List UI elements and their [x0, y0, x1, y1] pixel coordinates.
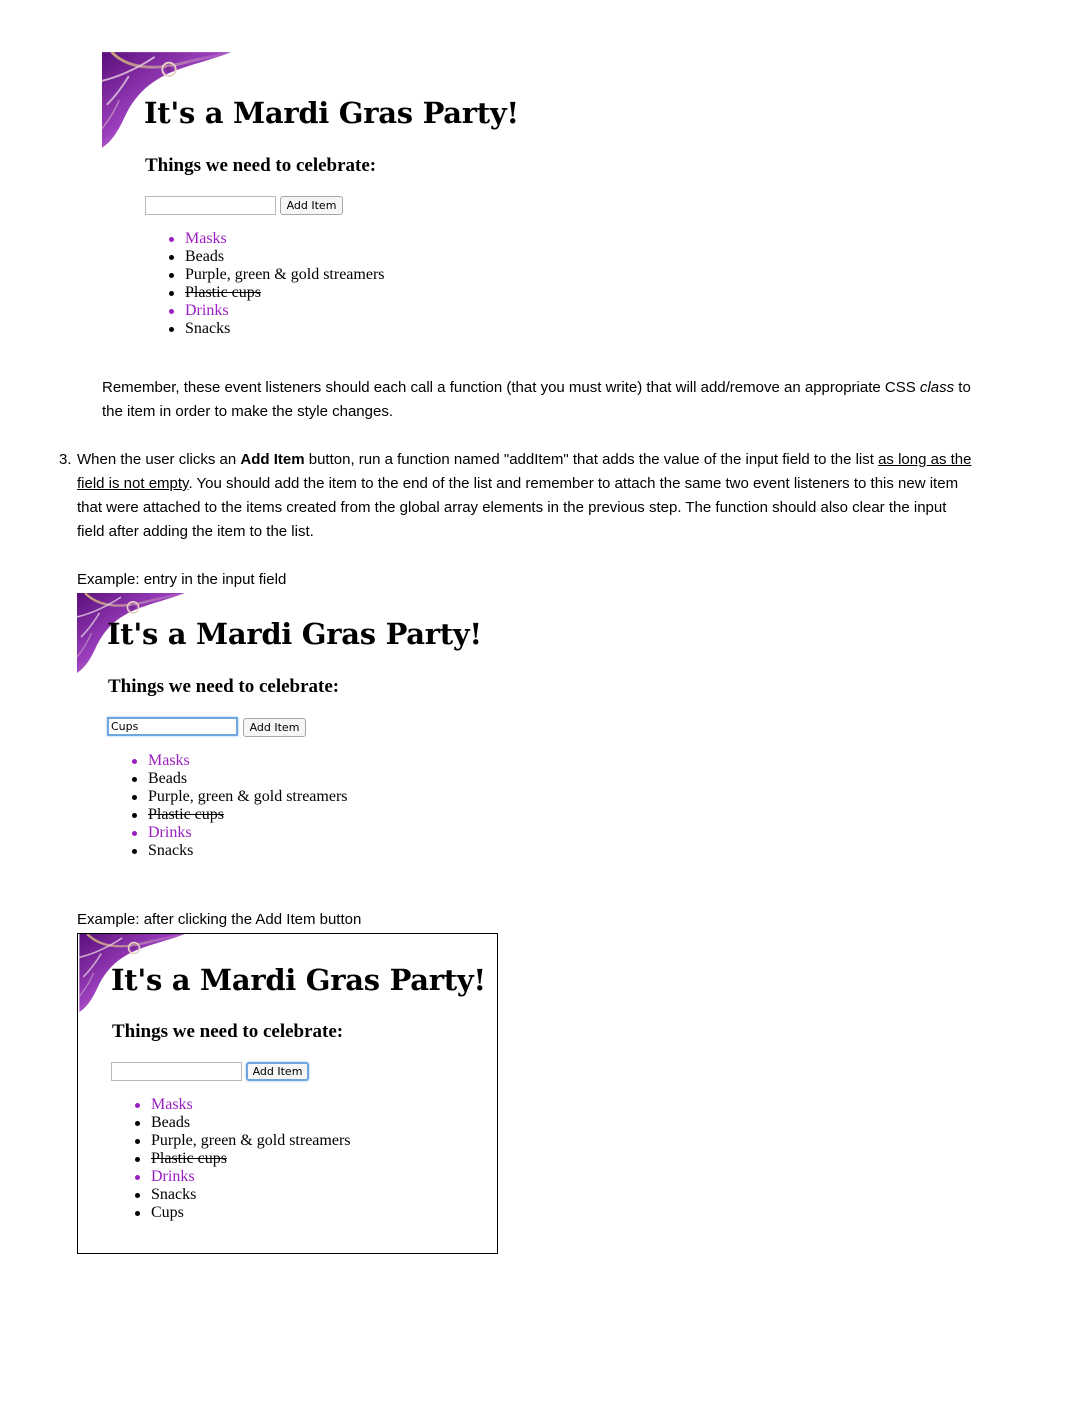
item-input[interactable]: Cups	[107, 717, 238, 736]
step3-line3: that were attached to the items created from the global array elements in the previous step. The function should also clear the input	[77, 499, 947, 516]
list-item[interactable]: Snacks	[132, 842, 348, 860]
step3-line2	[77, 472, 958, 496]
italic-class-word: class	[919, 379, 955, 396]
list-item[interactable]: Drinks	[132, 824, 348, 842]
add-item-button[interactable]: Add Item	[246, 1062, 309, 1081]
list-item[interactable]: Plastic cups	[169, 284, 385, 302]
list-item[interactable]: Beads	[135, 1114, 351, 1132]
paragraph-listeners-line1	[102, 376, 971, 400]
list-item[interactable]: Purple, green & gold streamers	[169, 266, 385, 284]
list-item[interactable]: Masks	[135, 1096, 351, 1114]
example-caption-entry: Example: entry in the input field	[77, 571, 287, 588]
list-item[interactable]: Drinks	[169, 302, 385, 320]
add-item-button[interactable]: Add Item	[280, 196, 343, 215]
list-item[interactable]: Purple, green & gold streamers	[135, 1132, 351, 1150]
list-item[interactable]: Purple, green & gold streamers	[132, 788, 348, 806]
add-item-button[interactable]: Add Item	[243, 718, 306, 737]
list-item[interactable]: Drinks	[135, 1168, 351, 1186]
example-caption-after-click: Example: after clicking the Add Item button	[77, 911, 362, 928]
party-list	[169, 230, 385, 338]
text-span: to	[954, 379, 971, 396]
demo-subtitle: Things we need to celebrate:	[145, 155, 377, 176]
step3-line1	[77, 448, 972, 472]
bold-add-item: Add Item	[240, 451, 305, 468]
list-item[interactable]: Cups	[135, 1204, 351, 1222]
list-item[interactable]: Snacks	[169, 320, 385, 338]
demo-subtitle: Things we need to celebrate:	[112, 1021, 344, 1042]
list-item[interactable]: Snacks	[135, 1186, 351, 1204]
text-span: When the user clicks an	[77, 451, 241, 468]
demo-screenshot-input-entry	[77, 593, 482, 863]
demo-screenshot-after-add	[78, 934, 497, 1253]
underlined-text: as long as the	[878, 451, 972, 468]
list-item[interactable]: Plastic cups	[135, 1150, 351, 1168]
underlined-text: field is not empty	[77, 475, 189, 492]
party-list	[135, 1096, 351, 1222]
demo-title: It's a Mardi Gras Party!	[111, 963, 486, 997]
list-item[interactable]: Masks	[169, 230, 385, 248]
item-input[interactable]	[145, 196, 276, 215]
list-item[interactable]: Plastic cups	[132, 806, 348, 824]
text-span: Remember, these event listeners should each call a function (that you must write) that will add/remove an appropriate CSS	[102, 379, 920, 396]
text-span: . You should add the item to the end of the list and remember to attach the same two event listeners to this new item	[188, 475, 959, 492]
demo-screenshot-styled-list	[102, 52, 519, 342]
text-span: button, run a function named "addItem" that adds the value of the input field to the list	[304, 451, 879, 468]
demo-title: It's a Mardi Gras Party!	[107, 617, 482, 651]
list-item[interactable]: Masks	[132, 752, 348, 770]
party-list	[132, 752, 348, 860]
step-number: 3.	[59, 451, 72, 468]
item-input[interactable]	[111, 1062, 242, 1081]
demo-title: It's a Mardi Gras Party!	[144, 96, 519, 130]
list-item[interactable]: Beads	[132, 770, 348, 788]
paragraph-listeners-line2: the item in order to make the style changes.	[102, 403, 393, 420]
step3-line4: field after adding the item to the list.	[77, 523, 314, 540]
list-item[interactable]: Beads	[169, 248, 385, 266]
demo-subtitle: Things we need to celebrate:	[108, 676, 340, 697]
